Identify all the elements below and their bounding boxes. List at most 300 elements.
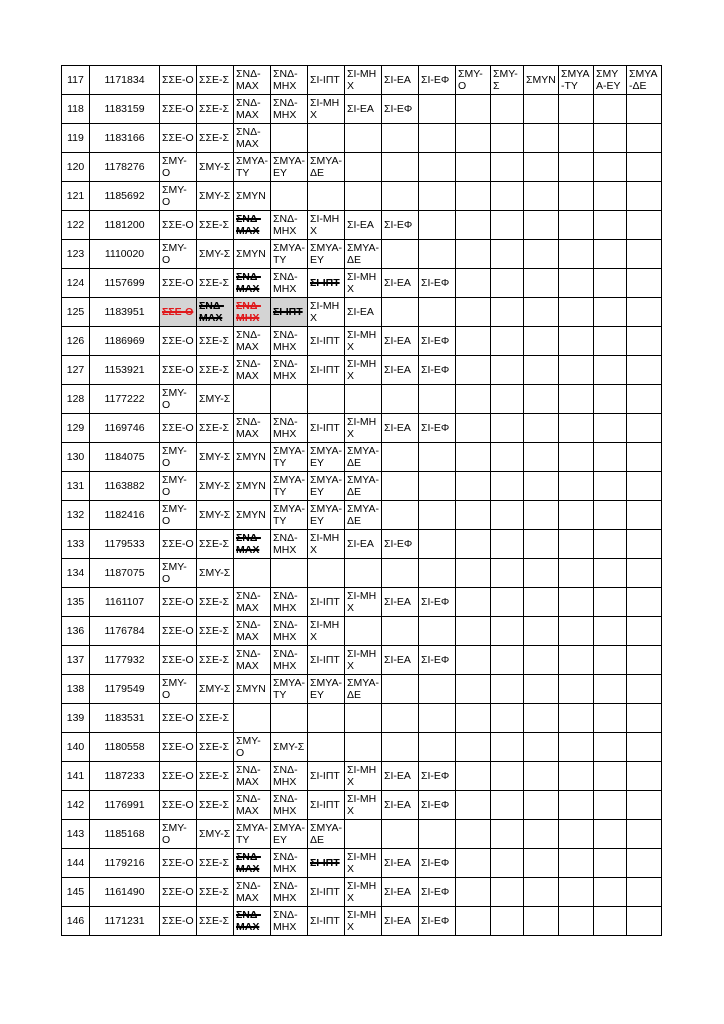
code-cell	[160, 95, 197, 124]
code-cell	[382, 762, 419, 791]
code-cell	[308, 820, 345, 849]
code-text: ΣΙ-ΕΑ	[347, 538, 374, 550]
code-text: ΣΝΔ-ΜΗΧ	[273, 619, 298, 643]
code-cell	[197, 501, 234, 530]
empty-cell	[419, 820, 456, 849]
empty-cell	[382, 153, 419, 182]
code-text: ΣΜΥΑ-ΤΥ	[273, 242, 305, 266]
empty-cell	[419, 559, 456, 588]
code-text: ΣΜΥΝ	[236, 248, 266, 260]
empty-cell	[524, 559, 559, 588]
empty-cell	[559, 211, 594, 240]
empty-cell	[594, 559, 627, 588]
row-number: 144	[62, 849, 90, 878]
code-cell	[197, 240, 234, 269]
empty-cell	[382, 704, 419, 733]
code-text: ΣΙ-ΕΑ	[384, 857, 411, 869]
empty-cell	[594, 791, 627, 820]
row-number: 119	[62, 124, 90, 153]
candidate-id: 1163882	[90, 472, 160, 501]
row-number: 139	[62, 704, 90, 733]
code-cell	[271, 327, 308, 356]
empty-cell	[594, 646, 627, 675]
code-text: ΣΙ-ΜΗΧ	[310, 619, 340, 643]
code-text: ΣΙ-ΕΑ	[384, 335, 411, 347]
empty-cell	[456, 501, 491, 530]
row-number: 134	[62, 559, 90, 588]
code-cell	[160, 211, 197, 240]
code-text: ΣΝΔ-ΜΗΧ	[273, 68, 298, 92]
code-text: ΣΜΥΑ-ΤΥ	[561, 68, 590, 92]
code-cell	[308, 588, 345, 617]
code-cell	[197, 559, 234, 588]
code-cell	[160, 791, 197, 820]
empty-cell	[594, 240, 627, 269]
empty-cell	[594, 95, 627, 124]
empty-cell	[234, 704, 271, 733]
code-text: ΣΜΥ-Ο	[162, 474, 187, 498]
code-text: ΣΜΥΝ	[236, 683, 266, 695]
row-number: 137	[62, 646, 90, 675]
code-text: ΣΙ-ΕΦ	[421, 654, 450, 666]
code-cell	[419, 327, 456, 356]
code-cell	[271, 66, 308, 95]
empty-cell	[308, 124, 345, 153]
code-text: ΣΝΔ-ΜΑΧ	[236, 648, 261, 672]
empty-cell	[419, 95, 456, 124]
empty-cell	[491, 414, 524, 443]
code-text: ΣΝΔ-ΜΗΧ	[273, 793, 298, 817]
code-text: ΣΜΥ-Ο	[162, 387, 187, 411]
empty-cell	[627, 414, 662, 443]
code-cell	[234, 153, 271, 182]
code-text: ΣΝΔ-ΜΗΧ	[273, 358, 298, 382]
code-cell	[382, 588, 419, 617]
empty-cell	[524, 182, 559, 211]
empty-cell	[594, 124, 627, 153]
candidate-id: 1157699	[90, 269, 160, 298]
row-number: 123	[62, 240, 90, 269]
code-cell	[160, 182, 197, 211]
code-text: ΣΜΥ-Σ	[199, 567, 231, 579]
code-text: ΣΣΕ-Σ	[199, 219, 229, 231]
code-cell	[419, 878, 456, 907]
code-text: ΣΣΕ-Ο	[162, 103, 194, 115]
code-cell	[197, 443, 234, 472]
table-row	[62, 820, 662, 849]
empty-cell	[559, 153, 594, 182]
empty-cell	[456, 240, 491, 269]
struck-code: ΣΝΔ-ΜΑΧ	[236, 213, 261, 237]
row-number: 127	[62, 356, 90, 385]
candidate-id: 1177932	[90, 646, 160, 675]
code-text: ΣΣΕ-Σ	[199, 335, 229, 347]
empty-cell	[594, 356, 627, 385]
empty-cell	[491, 385, 524, 414]
code-cell	[234, 124, 271, 153]
code-text: ΣΙ-ΕΑ	[347, 103, 374, 115]
code-text: ΣΣΕ-Σ	[199, 103, 229, 115]
code-cell	[197, 646, 234, 675]
table-row	[62, 617, 662, 646]
code-text: ΣΙ-ΜΗΧ	[310, 97, 340, 121]
table-row	[62, 327, 662, 356]
code-text: ΣΜΥ-Ο	[458, 68, 483, 92]
empty-cell	[524, 849, 559, 878]
code-cell	[234, 617, 271, 646]
empty-cell	[524, 617, 559, 646]
code-cell	[419, 849, 456, 878]
row-number: 117	[62, 66, 90, 95]
empty-cell	[524, 675, 559, 704]
empty-cell	[345, 182, 382, 211]
code-text: ΣΙ-ΜΗΧ	[347, 329, 377, 353]
empty-cell	[559, 472, 594, 501]
empty-cell	[524, 907, 559, 936]
code-text: ΣΙ-ΕΑ	[347, 219, 374, 231]
code-text: ΣΙ-ΙΠΤ	[310, 886, 340, 898]
code-text: ΣΝΔ-ΜΗΧ	[273, 590, 298, 614]
empty-cell	[419, 182, 456, 211]
code-cell	[382, 530, 419, 559]
empty-cell	[594, 385, 627, 414]
empty-cell	[524, 704, 559, 733]
code-cell	[234, 443, 271, 472]
code-text: ΣΣΕ-Ο	[162, 770, 194, 782]
code-cell	[271, 443, 308, 472]
row-number: 128	[62, 385, 90, 414]
code-cell	[308, 153, 345, 182]
code-text: ΣΙ-ΙΠΤ	[310, 799, 340, 811]
code-cell	[271, 501, 308, 530]
empty-cell	[524, 298, 559, 327]
empty-cell	[559, 95, 594, 124]
empty-cell	[271, 704, 308, 733]
code-cell	[308, 675, 345, 704]
empty-cell	[559, 530, 594, 559]
candidate-id: 1183951	[90, 298, 160, 327]
struck-code: ΣΝΔ-ΜΗΧ	[236, 300, 261, 324]
empty-cell	[559, 124, 594, 153]
empty-cell	[456, 356, 491, 385]
empty-cell	[524, 820, 559, 849]
code-text: ΣΙ-ΕΦ	[421, 335, 450, 347]
code-cell	[271, 588, 308, 617]
candidate-id: 1183159	[90, 95, 160, 124]
empty-cell	[345, 704, 382, 733]
empty-cell	[308, 559, 345, 588]
table-row	[62, 385, 662, 414]
code-cell	[160, 443, 197, 472]
code-cell	[160, 385, 197, 414]
table-row	[62, 153, 662, 182]
empty-cell	[491, 791, 524, 820]
code-cell	[419, 762, 456, 791]
empty-cell	[491, 472, 524, 501]
code-text: ΣΙ-ΜΗΧ	[347, 648, 377, 672]
code-cell	[234, 501, 271, 530]
candidate-id: 1185168	[90, 820, 160, 849]
empty-cell	[491, 182, 524, 211]
code-cell	[197, 675, 234, 704]
code-cell	[197, 298, 234, 327]
code-text: ΣΝΔ-ΜΗΧ	[273, 271, 298, 295]
code-cell	[197, 907, 234, 936]
code-cell	[271, 530, 308, 559]
candidate-id: 1161107	[90, 588, 160, 617]
empty-cell	[491, 762, 524, 791]
empty-cell	[456, 820, 491, 849]
empty-cell	[627, 878, 662, 907]
code-text: ΣΙ-ΜΗΧ	[347, 909, 377, 933]
code-text: ΣΙ-ΙΠΤ	[310, 422, 340, 434]
candidate-id: 1169746	[90, 414, 160, 443]
row-number: 145	[62, 878, 90, 907]
code-text: ΣΜΥ-Ο	[162, 677, 187, 701]
empty-cell	[627, 269, 662, 298]
empty-cell	[491, 907, 524, 936]
code-text: ΣΙ-ΜΗΧ	[347, 851, 377, 875]
code-cell	[456, 66, 491, 95]
code-text: ΣΣΕ-Ο	[162, 422, 194, 434]
empty-cell	[456, 733, 491, 762]
row-number: 121	[62, 182, 90, 211]
code-text: ΣΣΕ-Σ	[199, 132, 229, 144]
code-cell	[234, 414, 271, 443]
code-cell	[345, 878, 382, 907]
empty-cell	[491, 704, 524, 733]
row-number: 124	[62, 269, 90, 298]
code-text: ΣΝΔ-ΜΑΧ	[236, 619, 261, 643]
empty-cell	[594, 675, 627, 704]
code-cell	[345, 269, 382, 298]
code-cell	[234, 182, 271, 211]
code-text: ΣΝΔ-ΜΗΧ	[273, 416, 298, 440]
empty-cell	[491, 269, 524, 298]
row-number: 129	[62, 414, 90, 443]
code-text: ΣΜΥΑ-ΤΥ	[236, 822, 268, 846]
empty-cell	[559, 327, 594, 356]
code-cell	[271, 733, 308, 762]
candidate-id: 1171231	[90, 907, 160, 936]
code-text: ΣΣΕ-Σ	[199, 74, 229, 86]
empty-cell	[456, 443, 491, 472]
empty-cell	[382, 559, 419, 588]
code-text: ΣΙ-ΜΗΧ	[310, 532, 340, 556]
empty-cell	[559, 443, 594, 472]
empty-cell	[627, 443, 662, 472]
empty-cell	[559, 298, 594, 327]
code-cell	[271, 907, 308, 936]
code-cell	[197, 269, 234, 298]
row-number: 142	[62, 791, 90, 820]
code-cell	[382, 66, 419, 95]
code-text: ΣΙ-ΕΑ	[384, 799, 411, 811]
code-text: ΣΙ-ΕΦ	[421, 277, 450, 289]
code-text: ΣΝΔ-ΜΑΧ	[236, 793, 261, 817]
code-text: ΣΜΥ-Ο	[162, 561, 187, 585]
code-cell	[345, 356, 382, 385]
empty-cell	[559, 588, 594, 617]
candidate-id: 1178276	[90, 153, 160, 182]
code-text: ΣΜΥΑ-ΕΥ	[310, 242, 342, 266]
empty-cell	[419, 675, 456, 704]
table-row	[62, 559, 662, 588]
code-text: ΣΣΕ-Σ	[199, 625, 229, 637]
empty-cell	[491, 443, 524, 472]
row-number: 140	[62, 733, 90, 762]
code-text: ΣΜΥ-Ο	[236, 735, 261, 759]
empty-cell	[594, 472, 627, 501]
code-cell	[419, 269, 456, 298]
code-text: ΣΜΥ-Ο	[162, 503, 187, 527]
code-cell	[382, 791, 419, 820]
struck-code: ΣΙ-ΙΠΤ	[273, 306, 303, 318]
empty-cell	[524, 646, 559, 675]
empty-cell	[456, 791, 491, 820]
code-text: ΣΙ-ΜΗΧ	[347, 764, 377, 788]
table-row	[62, 501, 662, 530]
code-text: ΣΜΥ-Σ	[199, 451, 231, 463]
row-number: 125	[62, 298, 90, 327]
empty-cell	[491, 356, 524, 385]
empty-cell	[559, 414, 594, 443]
code-cell	[271, 849, 308, 878]
code-text: ΣΙ-ΕΑ	[347, 306, 374, 318]
code-cell	[197, 153, 234, 182]
empty-cell	[456, 849, 491, 878]
empty-cell	[627, 95, 662, 124]
code-cell	[234, 849, 271, 878]
empty-cell	[524, 153, 559, 182]
struck-code: ΣΝΔ-ΜΑΧ	[236, 909, 261, 933]
empty-cell	[559, 849, 594, 878]
empty-cell	[559, 762, 594, 791]
candidate-id: 1179533	[90, 530, 160, 559]
table-row	[62, 240, 662, 269]
code-cell	[160, 472, 197, 501]
empty-cell	[524, 414, 559, 443]
struck-code: ΣΝΔ-ΜΑΧ	[236, 851, 261, 875]
code-text: ΣΙ-ΕΑ	[384, 770, 411, 782]
empty-cell	[382, 617, 419, 646]
code-cell	[345, 530, 382, 559]
code-text: ΣΜΥΑ-ΔΕ	[629, 68, 658, 92]
code-cell	[197, 849, 234, 878]
empty-cell	[627, 559, 662, 588]
code-cell	[308, 211, 345, 240]
code-cell	[234, 530, 271, 559]
empty-cell	[627, 124, 662, 153]
candidate-id: 1179216	[90, 849, 160, 878]
struck-code: ΣΝΔ-ΜΑΧ	[199, 300, 224, 324]
empty-cell	[419, 153, 456, 182]
empty-cell	[627, 501, 662, 530]
empty-cell	[491, 211, 524, 240]
code-cell	[197, 820, 234, 849]
table-row	[62, 298, 662, 327]
row-number: 146	[62, 907, 90, 936]
code-text: ΣΣΕ-Ο	[162, 915, 194, 927]
code-text: ΣΙ-ΕΦ	[384, 219, 413, 231]
code-text: ΣΣΕ-Σ	[199, 741, 229, 753]
code-cell	[382, 95, 419, 124]
struck-code: ΣΣΕ-Ο	[162, 306, 194, 318]
empty-cell	[456, 617, 491, 646]
empty-cell	[559, 791, 594, 820]
code-cell	[271, 211, 308, 240]
code-text: ΣΜΥΑ-ΔΕ	[347, 242, 379, 266]
code-text: ΣΣΕ-Σ	[199, 596, 229, 608]
row-number: 130	[62, 443, 90, 472]
row-number: 131	[62, 472, 90, 501]
code-text: ΣΙ-ΕΦ	[384, 538, 413, 550]
code-text: ΣΙ-ΕΦ	[421, 596, 450, 608]
code-cell	[197, 182, 234, 211]
code-text: ΣΣΕ-Σ	[199, 277, 229, 289]
empty-cell	[524, 269, 559, 298]
code-text: ΣΝΔ-ΜΗΧ	[273, 329, 298, 353]
empty-cell	[594, 327, 627, 356]
code-text: ΣΜΥΑ-ΔΕ	[347, 503, 379, 527]
code-cell	[197, 704, 234, 733]
code-text: ΣΝΔ-ΜΗΧ	[273, 909, 298, 933]
empty-cell	[559, 704, 594, 733]
empty-cell	[456, 588, 491, 617]
code-text: ΣΙ-ΙΠΤ	[310, 335, 340, 347]
table-row	[62, 182, 662, 211]
empty-cell	[524, 385, 559, 414]
code-cell	[234, 298, 271, 327]
code-text: ΣΣΕ-Ο	[162, 741, 194, 753]
code-cell	[271, 878, 308, 907]
code-cell	[524, 66, 559, 95]
empty-cell	[382, 733, 419, 762]
code-text: ΣΣΕ-Ο	[162, 799, 194, 811]
code-text: ΣΙ-ΕΑ	[384, 74, 411, 86]
code-cell	[345, 414, 382, 443]
code-cell	[234, 327, 271, 356]
empty-cell	[491, 327, 524, 356]
code-cell	[308, 791, 345, 820]
table-row	[62, 211, 662, 240]
row-number: 136	[62, 617, 90, 646]
empty-cell	[524, 762, 559, 791]
empty-cell	[456, 414, 491, 443]
code-text: ΣΜΥΑ-ΔΕ	[347, 677, 379, 701]
code-text: ΣΙ-ΜΗΧ	[347, 416, 377, 440]
code-cell	[382, 211, 419, 240]
empty-cell	[524, 472, 559, 501]
code-cell	[197, 791, 234, 820]
code-cell	[271, 240, 308, 269]
code-text: ΣΜΥΑ-ΕΥ	[310, 503, 342, 527]
code-text: ΣΣΕ-Σ	[199, 915, 229, 927]
code-cell	[271, 298, 308, 327]
candidate-id: 1153921	[90, 356, 160, 385]
code-text: ΣΜΥ-Σ	[199, 683, 231, 695]
code-text: ΣΝΔ-ΜΗΧ	[273, 648, 298, 672]
code-text: ΣΜΥΝ	[526, 74, 556, 86]
code-text: ΣΣΕ-Σ	[199, 886, 229, 898]
code-text: ΣΜΥΑ-ΔΕ	[310, 155, 342, 179]
empty-cell	[627, 153, 662, 182]
empty-cell	[491, 617, 524, 646]
code-text: ΣΙ-ΕΑ	[384, 422, 411, 434]
code-cell	[308, 240, 345, 269]
code-text: ΣΣΕ-Ο	[162, 364, 194, 376]
empty-cell	[456, 646, 491, 675]
